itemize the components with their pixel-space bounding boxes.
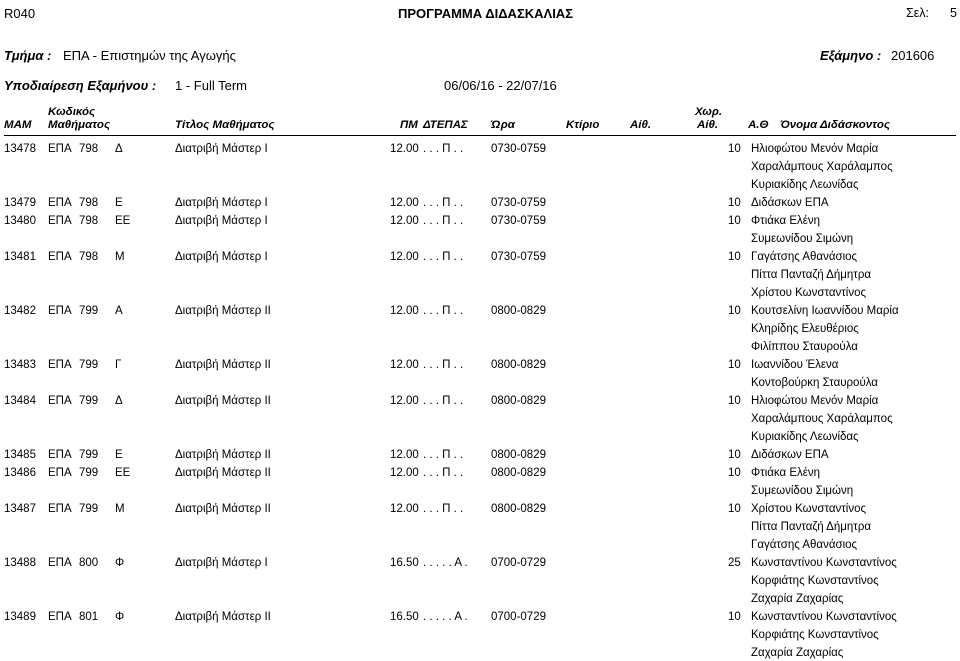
cell-section: Ε (115, 449, 123, 461)
cell-course-title: Διατριβή Μάστερ Ι (175, 197, 268, 209)
cell-hours: 0800-0829 (491, 305, 546, 317)
report-title: ΠΡΟΓΡΑΜΜΑ ΔΙΔΑΣΚΑΛΙΑΣ (398, 6, 573, 21)
cell-mam: 13480 (4, 215, 36, 227)
cell-instructor: Διδάσκων ΕΠΑ (751, 449, 829, 461)
cell-instructor: Φιλίππου Σταυρούλα (751, 341, 858, 353)
cell-instructor: Κουτσελίνη Ιωαννίδου Μαρία (751, 305, 899, 317)
col-days: ΔΤΕΠΑΣ (423, 119, 468, 131)
report-code: R040 (4, 6, 36, 21)
cell-instructor: Κυριακίδης Λεωνίδας (751, 179, 859, 191)
cell-dept: ΕΠΑ (48, 215, 72, 227)
cell-course-title: Διατριβή Μάστερ ΙΙ (175, 359, 271, 371)
subdivision-value: 1 - Full Term (175, 78, 247, 93)
cell-dept: ΕΠΑ (48, 611, 72, 623)
cell-course-number: 798 (79, 251, 99, 263)
cell-days: . . . Π . . (423, 449, 464, 461)
cell-capacity: 10 (728, 467, 741, 479)
cell-instructor: Ηλιοφώτου Μενόν Μαρία (751, 143, 879, 155)
cell-course-number: 799 (79, 467, 99, 479)
col-room: Αίθ. (630, 119, 652, 131)
cell-course-title: Διατριβή Μάστερ Ι (175, 215, 268, 227)
cell-mam: 13479 (4, 197, 36, 209)
cell-pm: 12.00 (390, 305, 419, 317)
cell-course-title: Διατριβή Μάστερ ΙΙ (175, 395, 271, 407)
cell-hours: 0800-0829 (491, 449, 546, 461)
cell-instructor: Πίττα Πανταζή Δήμητρα (751, 269, 872, 281)
cell-instructor: Κυριακίδης Λεωνίδας (751, 431, 859, 443)
cell-pm: 12.00 (390, 449, 419, 461)
cell-mam: 13484 (4, 395, 36, 407)
cell-capacity: 10 (728, 503, 741, 515)
cell-instructor: Ζαχαρία Ζαχαρίας (751, 593, 844, 605)
cell-instructor: Ζαχαρία Ζαχαρίας (751, 647, 844, 659)
cell-capacity: 10 (728, 251, 741, 263)
cell-course-title: Διατριβή Μάστερ ΙΙ (175, 503, 271, 515)
col-instructor: Όνομα Διδάσκοντος (780, 119, 890, 131)
cell-pm: 12.00 (390, 395, 419, 407)
cell-dept: ΕΠΑ (48, 503, 72, 515)
cell-instructor: Συμεωνίδου Σιμώνη (751, 485, 854, 497)
cell-dept: ΕΠΑ (48, 251, 72, 263)
cell-section: Δ (115, 395, 123, 407)
cell-section: Α (115, 305, 123, 317)
date-range: 06/06/16 - 22/07/16 (444, 78, 557, 93)
cell-instructor: Συμεωνίδου Σιμώνη (751, 233, 854, 245)
semester-value: 201606 (891, 48, 935, 63)
cell-instructor: Διδάσκων ΕΠΑ (751, 197, 829, 209)
cell-hours: 0730-0759 (491, 197, 546, 209)
cell-course-number: 799 (79, 359, 99, 371)
cell-instructor: Κωνσταντίνου Κωνσταντίνος (751, 557, 897, 569)
cell-dept: ΕΠΑ (48, 467, 72, 479)
cell-dept: ΕΠΑ (48, 143, 72, 155)
header-divider (4, 135, 956, 136)
cell-instructor: Φτιάκα Ελένη (751, 467, 821, 479)
cell-section: Μ (115, 251, 125, 263)
cell-hours: 0800-0829 (491, 467, 546, 479)
cell-hours: 0800-0829 (491, 503, 546, 515)
cell-dept: ΕΠΑ (48, 197, 72, 209)
cell-course-number: 801 (79, 611, 99, 623)
cell-hours: 0700-0729 (491, 611, 546, 623)
cell-mam: 13483 (4, 359, 36, 371)
subdivision-label: Υποδιαίρεση Εξαμήνου : (4, 78, 157, 93)
cell-pm: 12.00 (390, 197, 419, 209)
cell-instructor: Κορφιάτης Κωνσταντίνος (751, 575, 879, 587)
cell-pm: 16.50 (390, 611, 419, 623)
cell-dept: ΕΠΑ (48, 305, 72, 317)
cell-days: . . . Π . . (423, 143, 464, 155)
cell-section: Μ (115, 503, 125, 515)
cell-pm: 12.00 (390, 215, 419, 227)
cell-capacity: 10 (728, 197, 741, 209)
cell-instructor: Χρίστου Κωνσταντίνος (751, 287, 867, 299)
cell-hours: 0730-0759 (491, 215, 546, 227)
cell-section: Δ (115, 143, 123, 155)
cell-instructor: Χαραλάμπους Χαράλαμπος (751, 413, 893, 425)
cell-course-title: Διατριβή Μάστερ ΙΙ (175, 611, 271, 623)
cell-capacity: 10 (728, 215, 741, 227)
cell-mam: 13481 (4, 251, 36, 263)
col-course-title: Τίτλος Μαθήματος (175, 119, 275, 131)
cell-days: . . . Π . . (423, 197, 464, 209)
cell-days: . . . Π . . (423, 395, 464, 407)
cell-days: . . . Π . . (423, 305, 464, 317)
cell-dept: ΕΠΑ (48, 449, 72, 461)
col-building: Κτίριο (566, 119, 600, 131)
cell-instructor: Γαγάτσης Αθανάσιος (751, 251, 858, 263)
cell-capacity: 10 (728, 395, 741, 407)
cell-mam: 13478 (4, 143, 36, 155)
cell-instructor: Κορφιάτης Κωνσταντίνος (751, 629, 879, 641)
cell-hours: 0700-0729 (491, 557, 546, 569)
cell-capacity: 10 (728, 359, 741, 371)
cell-days: . . . Π . . (423, 467, 464, 479)
cell-instructor: Χαραλάμπους Χαράλαμπος (751, 161, 893, 173)
cell-instructor: Πίττα Πανταζή Δήμητρα (751, 521, 872, 533)
cell-course-number: 798 (79, 215, 99, 227)
cell-days: . . . . . Α . (423, 611, 468, 623)
cell-days: . . . Π . . (423, 503, 464, 515)
cell-instructor: Κοντοβούρκη Σταυρούλα (751, 377, 878, 389)
col-mam: ΜΑΜ (4, 119, 32, 131)
cell-course-number: 799 (79, 449, 99, 461)
cell-course-number: 799 (79, 503, 99, 515)
cell-instructor: Γαγάτσης Αθανάσιος (751, 539, 858, 551)
cell-hours: 0730-0759 (491, 143, 546, 155)
cell-pm: 16.50 (390, 557, 419, 569)
cell-instructor: Ιωαννίδου Έλενα (751, 359, 839, 371)
cell-mam: 13487 (4, 503, 36, 515)
cell-pm: 12.00 (390, 251, 419, 263)
cell-course-title: Διατριβή Μάστερ Ι (175, 557, 268, 569)
cell-days: . . . . . Α . (423, 557, 468, 569)
cell-hours: 0800-0829 (491, 359, 546, 371)
cell-hours: 0800-0829 (491, 395, 546, 407)
col-hours: Ώρα (491, 119, 515, 131)
cell-section: ΕΕ (115, 215, 131, 227)
cell-section: Ε (115, 197, 123, 209)
cell-mam: 13485 (4, 449, 36, 461)
page-number: 5 (950, 6, 957, 20)
cell-instructor: Κωνσταντίνου Κωνσταντίνος (751, 611, 897, 623)
cell-course-number: 798 (79, 143, 99, 155)
cell-course-number: 798 (79, 197, 99, 209)
cell-instructor: Χρίστου Κωνσταντίνος (751, 503, 867, 515)
department-value: ΕΠΑ - Επιστημών της Αγωγής (63, 48, 236, 63)
cell-hours: 0730-0759 (491, 251, 546, 263)
cell-course-number: 800 (79, 557, 99, 569)
cell-section: ΕΕ (115, 467, 131, 479)
cell-course-number: 799 (79, 395, 99, 407)
cell-mam: 13486 (4, 467, 36, 479)
cell-capacity: 10 (728, 305, 741, 317)
cell-mam: 13488 (4, 557, 36, 569)
cell-mam: 13489 (4, 611, 36, 623)
cell-capacity: 25 (728, 557, 741, 569)
page-label: Σελ: (906, 6, 930, 20)
cell-days: . . . Π . . (423, 251, 464, 263)
cell-days: . . . Π . . (423, 359, 464, 371)
cell-instructor: Φτιάκα Ελένη (751, 215, 821, 227)
cell-instructor: Ηλιοφώτου Μενόν Μαρία (751, 395, 879, 407)
cell-capacity: 10 (728, 449, 741, 461)
col-ath: Α.Θ (748, 119, 769, 131)
col-course-code-1: Κωδικός (48, 106, 96, 118)
cell-section: Γ (115, 359, 122, 371)
col-capacity-1: Χωρ. (695, 106, 723, 118)
semester-label: Εξάμηνο : (820, 48, 882, 63)
cell-course-title: Διατριβή Μάστερ ΙΙ (175, 305, 271, 317)
cell-section: Φ (115, 557, 125, 569)
cell-pm: 12.00 (390, 467, 419, 479)
cell-course-number: 799 (79, 305, 99, 317)
cell-dept: ΕΠΑ (48, 359, 72, 371)
cell-section: Φ (115, 611, 125, 623)
col-capacity-2: Αίθ. (697, 119, 719, 131)
col-pm: ΠΜ (400, 119, 418, 131)
cell-pm: 12.00 (390, 359, 419, 371)
cell-pm: 12.00 (390, 503, 419, 515)
col-course-code-2: Μαθήματος (48, 119, 111, 131)
cell-course-title: Διατριβή Μάστερ ΙΙ (175, 467, 271, 479)
cell-course-title: Διατριβή Μάστερ ΙΙ (175, 449, 271, 461)
cell-course-title: Διατριβή Μάστερ Ι (175, 143, 268, 155)
cell-capacity: 10 (728, 143, 741, 155)
department-label: Τμήμα : (4, 48, 52, 63)
cell-days: . . . Π . . (423, 215, 464, 227)
cell-dept: ΕΠΑ (48, 557, 72, 569)
cell-instructor: Κληρίδης Ελευθέριος (751, 323, 859, 335)
cell-dept: ΕΠΑ (48, 395, 72, 407)
cell-pm: 12.00 (390, 143, 419, 155)
cell-mam: 13482 (4, 305, 36, 317)
cell-course-title: Διατριβή Μάστερ Ι (175, 251, 268, 263)
cell-capacity: 10 (728, 611, 741, 623)
